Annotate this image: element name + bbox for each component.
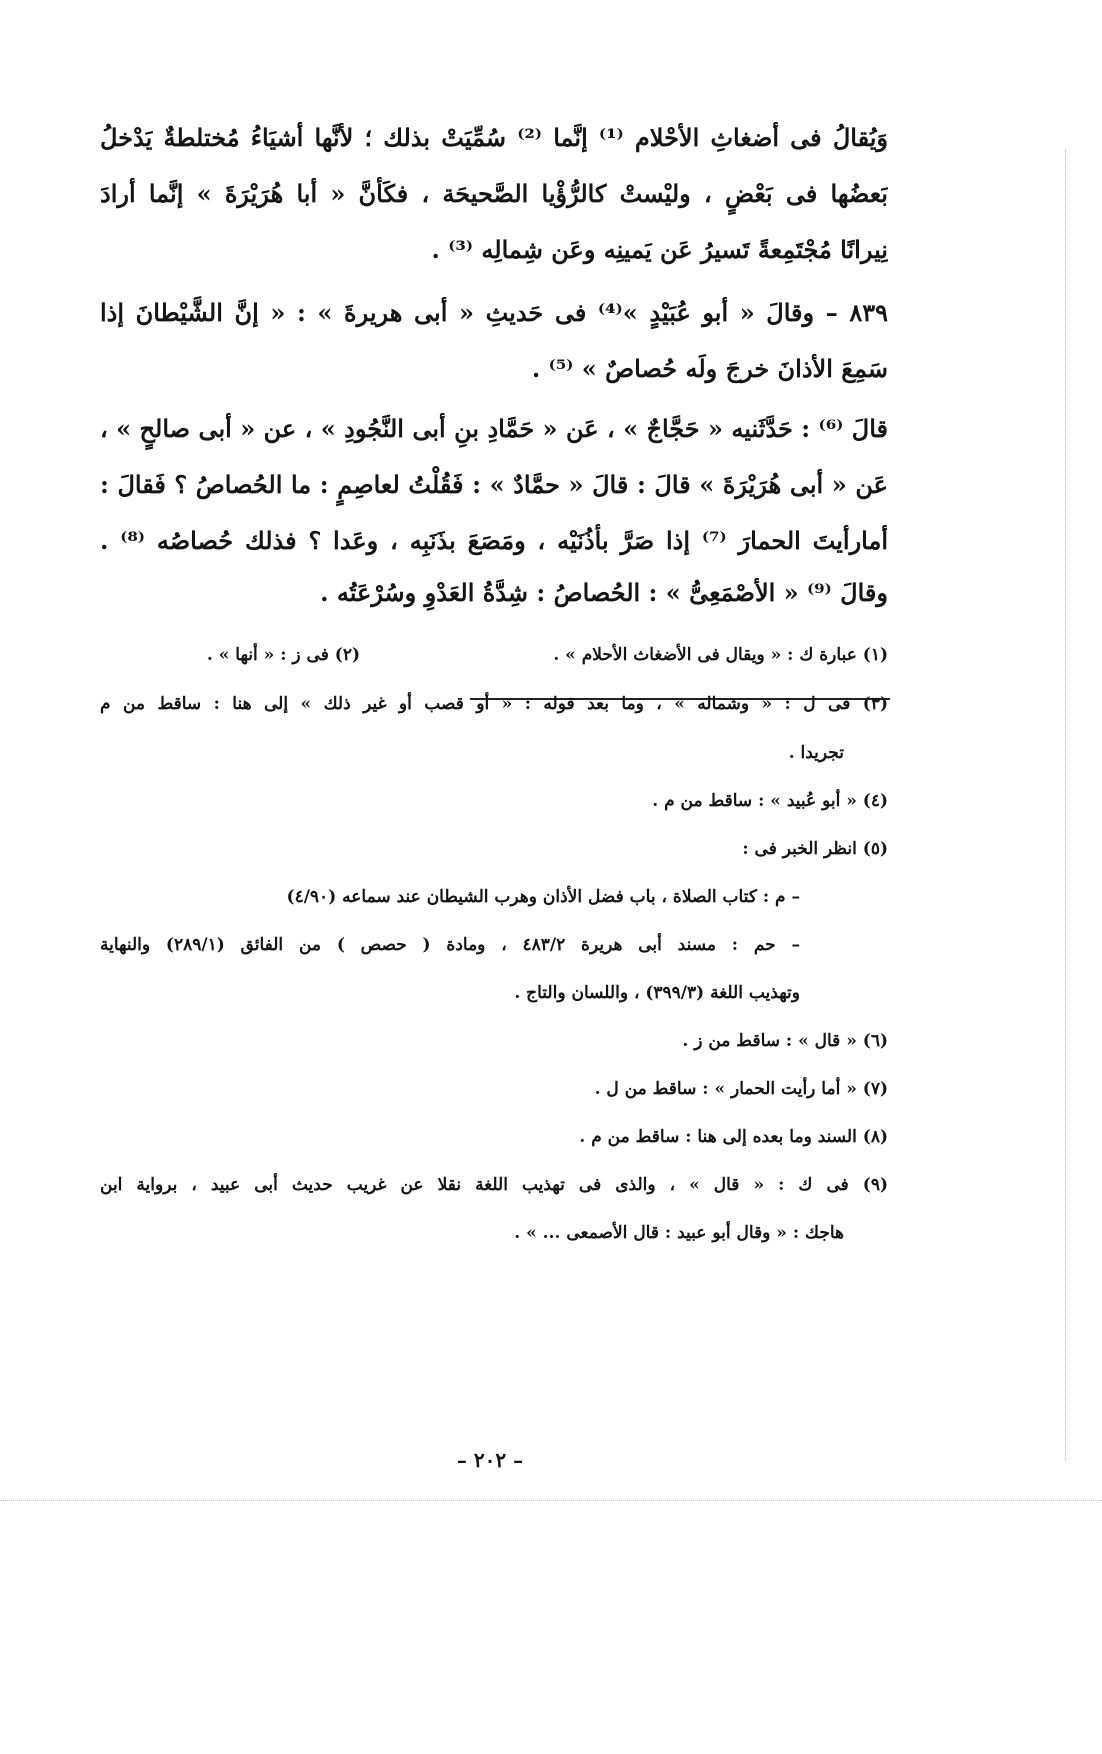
footnote-8: (٨) السند وما بعده إلى هنا : ساقط من م . [579, 1127, 888, 1147]
footnote-1: (١) عبارة ك : « ويقال فى الأضغاث الأحلام » . [553, 645, 888, 665]
footnote-9: (٩) فى ك : « قال » ، والذى فى تهذيب اللغة نقلا عن غريب حديث أبى عبيد ، برواية ابن [100, 1175, 888, 1195]
footnote-3: (٣) فى ل : « وشماله » ، وما بعد قوله : « أو قصب أو غير ذلك » إلى هنا : ساقط من م [100, 694, 888, 714]
main-text-line: نِيرانًا مُجْتَمِعةً تَسيرُ عَن يَمينِه وعَن شِمالِه ⁽³⁾ . [431, 235, 888, 264]
footnote-5-source-hm: – حم : مسند أبى هريرة ٤٨٣/٢ ، ومادة ( حصص ) من الفائق (٢٨٩/١) والنهاية [100, 935, 800, 955]
footnote-5-source-hm-continued: وتهذيب اللغة (٣٩٩/٣) ، واللسان والتاج . [514, 983, 800, 1003]
scan-edge-line [1065, 150, 1066, 1460]
main-text-line: وَيُقالُ فى أضغاثِ الأحْلام ⁽¹⁾ إنَّما ⁽²⁾ سُمِّيَتْ بذلك ؛ لأنَّها أشيَاءُ مُختلطةٌ يَدْخلُ [100, 123, 888, 152]
footnote-4: (٤) « أبو عُبيد » : ساقط من م . [652, 791, 888, 811]
entry-839-line: ٨٣٩ – وقالَ « أبو عُبَيْدٍ »⁽⁴⁾ فى حَديثِ « أبى هريرةَ » : « إنَّ الشَّيْطانَ إذا [100, 298, 888, 327]
main-text-line: وقالَ ⁽⁹⁾ « الأصْمَعِىُّ » : الحُصاصُ : شِدَّةُ العَدْوِ وسُرْعَتُه . [320, 578, 888, 607]
main-text-line: بَعضُها فى بَعْضٍ ، وليْستْ كالرُّؤْيا الصَّحيحَة ، فكَأنَّ « أبا هُرَيْرَةَ » إنَّما أرادَ [100, 179, 888, 208]
main-text-line: أمارأيتَ الحمارَ ⁽⁷⁾ إذا صَرَّ بأذُنَيْه ، ومَصَعَ بذَنَبِه ، وعَدا ؟ فذلك حُصاصُه ⁽⁸⁾ . [100, 526, 888, 555]
main-text-line: قالَ ⁽⁶⁾ : حَدَّثَنيه « حَجَّاجٌ » ، عَن « حَمَّادِ بنِ أبى النَّجُودِ » ، عن « أبى صالحٍ » ، [100, 414, 888, 443]
footnote-9-continued: هاجك : « وقال أبو عبيد : قال الأصمعى ... » . [514, 1223, 844, 1243]
main-text-line: عَن « أبى هُرَيْرَةَ » قالَ : قالَ « حمَّادٌ » : فَقُلْتُ لعاصِمٍ : ما الحُصاصُ ؟ فَقالَ : [100, 470, 888, 499]
main-text-line: سَمِعَ الأذانَ خرجَ ولَه حُصاصٌ » ⁽⁵⁾ . [531, 354, 888, 383]
footnote-3-continued: تجريدا . [788, 743, 844, 763]
footnote-5-source-m: – م : كتاب الصلاة ، باب فضل الأذان وهرب الشيطان عند سماعه (٤/٩٠) [286, 887, 800, 907]
scan-bottom-line [0, 1500, 1102, 1501]
page-number: – ٢٠٢ – [456, 1448, 524, 1472]
footnote-2: (٢) فى ز : « أنها » . [206, 645, 360, 665]
footnote-6: (٦) « قال » : ساقط من ز . [682, 1031, 888, 1051]
footnote-5: (٥) انظر الخبر فى : [742, 839, 888, 859]
footnote-7: (٧) « أما رأيت الحمار » : ساقط من ل . [594, 1079, 888, 1099]
